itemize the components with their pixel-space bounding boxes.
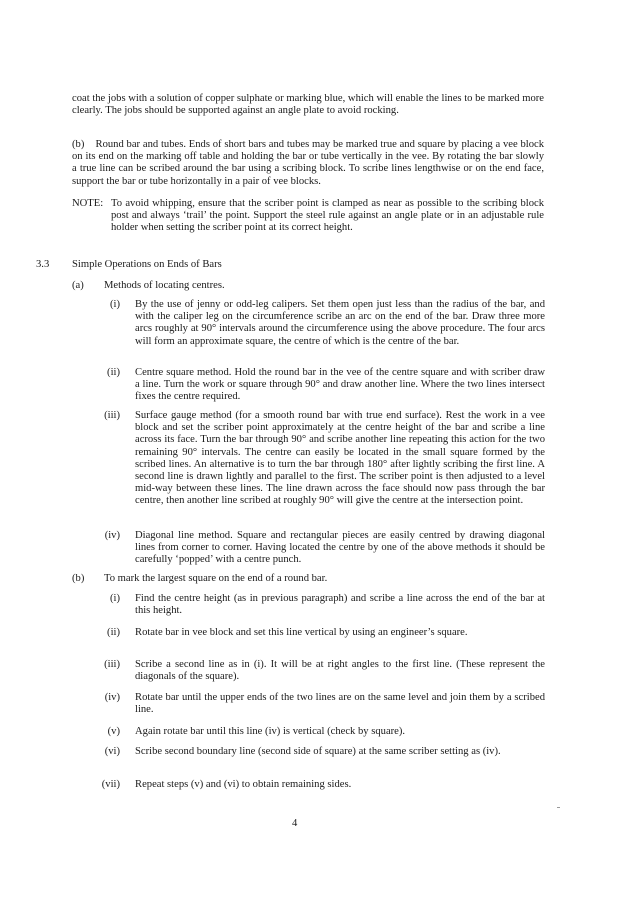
part-b-item-number: (i) <box>110 593 120 604</box>
part-b-item-number: (vi) <box>104 746 120 757</box>
intro-paragraph: coat the jobs with a solution of copper sulphate or marking blue, which will enable the lines to be marked more clearly. The jobs should be supported against an angle plate to avoid rocking. <box>72 93 544 117</box>
note-label: NOTE: <box>72 198 104 209</box>
part-b-item-text: Repeat steps (v) and (vi) to obtain remaining sides. <box>135 779 352 790</box>
part-a-item-text: By the use of jenny or odd-leg calipers. Set them open just less than the radius of the bar, and with the caliper leg on the circumference scribe an arc on the end of the bar. Draw three more arcs roughly at 90° intervals around the circumference using the above procedure. The four arcs will form an approximate square, the centre of which is the centre of the bar. <box>135 299 545 347</box>
part-b-item-number: (vii) <box>101 779 120 790</box>
round-bar-label: (b) <box>72 139 85 150</box>
part-a-item-number: (iii) <box>104 410 120 421</box>
page-number: 4 <box>292 818 298 829</box>
part-a-item-text: Diagonal line method. Square and rectangular pieces are easily centred by drawing diagonal lines from corner to corner. Having located the centre by one of the above methods it should be carefully ‘popped’ with a centre punch. <box>135 530 545 566</box>
part-a-item-number: (iv) <box>104 530 120 541</box>
part-a-item-text: Surface gauge method (for a smooth round bar with true end surface). Rest the work in a vee block and set the scriber point approximately at the centre height of the bar and scribe a line across its face. Turn the bar through 90° and scribe another line repeating this action for the two remaining 90° intervals. The centre can easily be located in the small square formed by the scribed lines. An alternative is to turn the bar through 180° after lightly scribing the first line. A second line is drawn lightly and parallel to the first. The scriber point is then adjusted to a level mid-way between these lines. The line drawn across the face should now pass through the bar centre, then another line scribed at roughly 90° will give the centre at the intersection point. <box>135 410 545 507</box>
part-b-item-text: Scribe a second line as in (i). It will be at right angles to the first line. (These represent the diagonals of the square). <box>135 659 545 683</box>
part-a-item-number: (i) <box>110 299 120 310</box>
part-a-item-number: (ii) <box>107 367 120 378</box>
part-b-item-text: Again rotate bar until this line (iv) is vertical (check by square). <box>135 726 406 737</box>
part-b-item-text: Rotate bar in vee block and set this line vertical by using an engineer’s square. <box>135 627 468 638</box>
part-b-item-number: (iv) <box>104 692 120 703</box>
section-number: 3.3 <box>36 259 50 270</box>
part-b-item-number: (v) <box>107 726 120 737</box>
section-title: Simple Operations on Ends of Bars <box>72 259 222 270</box>
part-b-item-text: Find the centre height (as in previous paragraph) and scribe a line across the end of the bar at this height. <box>135 593 545 617</box>
round-bar-text <box>72 139 544 188</box>
note-text: To avoid whipping, ensure that the scriber point is clamped as near as possible to the scribing block post and always ‘trail’ the point. Support the steel rule against an angle plate or in an adjustable rule holder when setting the scriber point at its correct height. <box>111 198 544 234</box>
part-b-label: (b) <box>72 573 85 584</box>
part-a-title: Methods of locating centres. <box>104 280 225 291</box>
part-b-item-text: Rotate bar until the upper ends of the two lines are on the same level and join them by a scribed line. <box>135 692 545 716</box>
round-bar-body: Round bar and tubes. Ends of short bars and tubes may be marked true and square by placing a vee block on its end on the marking off table and holding the bar or tube vertically in the vee. By rotating the bar slowly a true line can be scribed around the bar using a scribing block. To scribe lines lengthwise or on the end face, support the bar or tube horizontally in a pair of vee blocks. <box>72 139 544 187</box>
part-b-item-text: Scribe second boundary line (second side of square) at the same scriber setting as (iv). <box>135 746 501 757</box>
part-b-item-number: (ii) <box>107 627 120 638</box>
part-a-item-text: Centre square method. Hold the round bar in the vee of the centre square and with scriber draw a line. Turn the work or square through 90° and draw another line. Where the two lines intersect fixes the centre required. <box>135 367 545 403</box>
part-b-title: To mark the largest square on the end of a round bar. <box>104 573 328 584</box>
part-b-item-number: (iii) <box>104 659 120 670</box>
part-a-label: (a) <box>72 280 84 291</box>
scan-speck <box>557 807 560 808</box>
